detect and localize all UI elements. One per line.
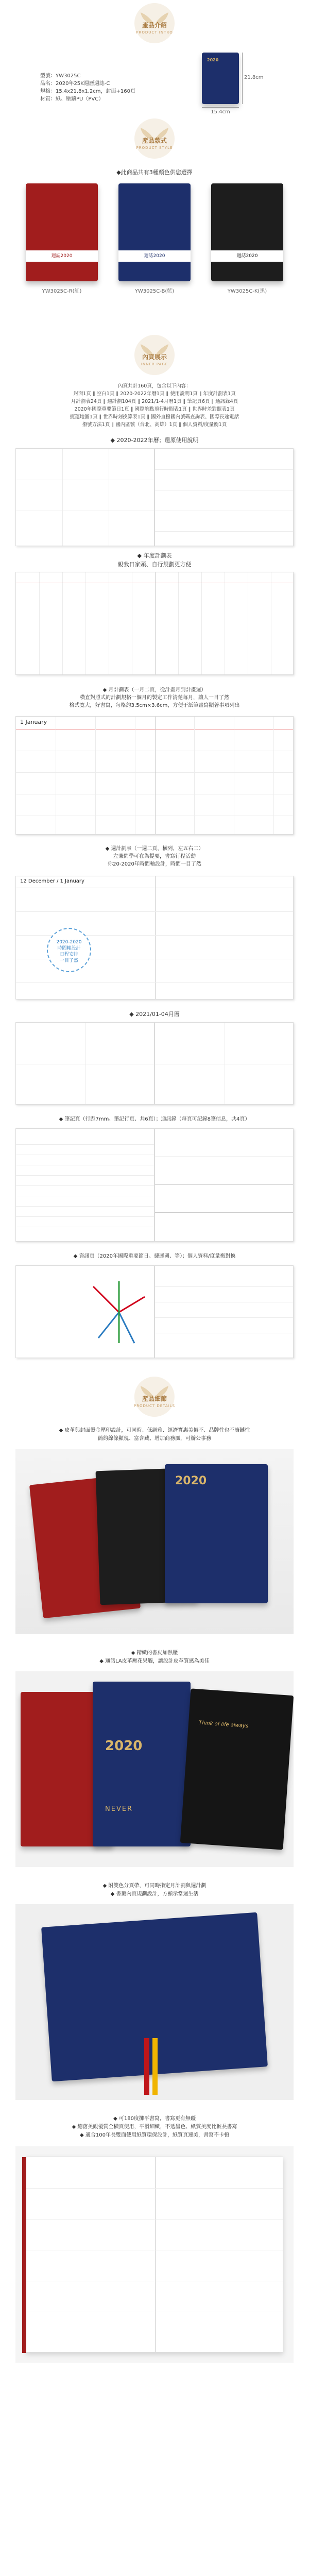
cover-gold-year: 2020 — [175, 1475, 207, 1487]
detail-point: ◆ 附雙色分頁帶，可同時指定月計劃與週計劃 — [102, 1883, 207, 1889]
timeline-badge: 2020-2020 時間軸設計 日程安排 一目了然 — [47, 928, 91, 972]
monthly-plan-page — [15, 716, 294, 835]
product-details-section — [0, 1377, 309, 2576]
detail-subpoint: 簡約線條顯現、富含藏、增加商務風，可辦公事務 — [98, 1436, 211, 1442]
cover-motto: Think of life always — [198, 1720, 249, 1730]
spec-row: 規格：15.4x21.8x1.2cm，封面+160頁 — [40, 89, 135, 94]
product-intro-header — [134, 3, 175, 35]
open-planner — [26, 2157, 283, 2352]
variant-code: YW3025C-R(紅) — [42, 289, 82, 294]
cover-blue — [118, 183, 191, 281]
cover-year: 2020 — [207, 58, 219, 62]
section-title: 產品介紹 — [142, 22, 167, 29]
notes-label: ◆ 筆記頁（行距7mm、筆記行頁、共6頁）；通訊錄（每頁可記錄8筆信息，共4頁） — [59, 1116, 250, 1122]
inner-description: 內頁共計160頁，包含以下內容： 封面1頁 ∥ 空白1頁 ∥ 2020-2022年曆1頁 ∥ 使用說明1頁 ∥ 年度計劃表1頁 月計劃表24頁 ∥ 週計劃104頁 ∥ 2021/1-4月曆1頁 ∥ 筆記頁6頁 ∥ 通訊錄4頁 2020年國際重要節日1頁 ∥ 國際航點飛行時間表1頁 ∥ 世界時差對照表1頁 捷運地圖1頁 ∥ 世界時刻換算表1頁 ∥ 國外直撥國內號碼查詢表、國際長途電話 撥號方法1頁 ∥ 國內區號（台北、高雄）1頁 ∥ 個人資料/度量衡1頁 — [70, 383, 239, 428]
product-details-header — [134, 1377, 175, 1408]
dim-height: 21.8cm — [244, 75, 264, 80]
spec-row: 材質：紙、壓鑄PU（PVC） — [40, 96, 104, 102]
detail-subpoint: ◆ 適合100年長雙面使用紙質環保設計，紙質頁連美，書寫不卡頓 — [80, 2132, 229, 2138]
width-dimension-line — [202, 107, 239, 108]
weekly-title: 12 December / 1 January — [20, 878, 84, 884]
cover-edge — [22, 2157, 26, 2353]
section-subtitle: INNER PAGE — [141, 362, 168, 366]
section-subtitle: PRODUCT DETAILS — [133, 1404, 176, 1408]
section-subtitle: PRODUCT INTRO — [136, 30, 173, 35]
address-book-page — [154, 1128, 294, 1242]
detail-point: ◆ 通話LA皮革壓花果觸，讓設計皮革質感為美佳 — [99, 1658, 210, 1664]
cover-band: 週誌2020 — [211, 250, 283, 262]
yearcal-label: ◆ 2020-2022年曆；還原使用說明 — [110, 437, 199, 444]
spec-list — [40, 72, 195, 103]
detail-photo-ribbons — [15, 1904, 294, 2100]
cover-gold-year: 2020 — [105, 1738, 143, 1754]
style-note: ◆此商品共有3種顏色供您選擇 — [116, 169, 193, 176]
yearplan-label: ◆ 年度計劃表 親我日家頭、自行規劃更方便 — [117, 552, 192, 568]
monthly-title: 1 January — [20, 719, 47, 725]
detail-photo-covers — [15, 1449, 294, 1634]
detail-photo-lay-flat — [15, 2146, 294, 2363]
detail-subpoint: ◆ 書籤內頁規劃設計，方顯示當週生活 — [110, 1891, 199, 1897]
inner-page-header — [134, 335, 175, 366]
cover-blue — [165, 1464, 268, 1603]
weekly-plan-page — [15, 876, 294, 999]
cover-band: 週誌2020 — [26, 250, 98, 262]
section-title: 產品款式 — [142, 137, 167, 144]
instructions-page — [154, 448, 294, 546]
spec-row: 型號：YW3025C — [40, 73, 81, 79]
weekly-label: ◆ 週計劃表（一週二頁，横列，左五右二） 左兼問學可在為提要，書寫行程活動 你20-2020年時間軸設計，時間一目了然 — [105, 846, 204, 867]
section-title: 內頁展示 — [142, 353, 167, 361]
product-intro-section — [0, 0, 309, 113]
metro-map-icon — [88, 1276, 150, 1348]
cover-red — [26, 183, 98, 281]
height-dimension-line — [242, 53, 243, 104]
notes-page — [15, 1128, 154, 1242]
cover-black — [180, 1688, 294, 1850]
detail-point: ◆ 皮革與封面燙金壓印設計，可同時、低調雅、經濟實惠美價不、品牌性也不廢鏈性 — [59, 1428, 250, 1433]
year-calendar-page — [15, 448, 154, 546]
personal-data-page — [154, 1265, 294, 1358]
section-title: 產品細節 — [142, 1395, 167, 1402]
cover-black — [211, 183, 283, 281]
variant-code: YW3025C-K(黑) — [227, 289, 267, 294]
month2021-page — [154, 1022, 294, 1105]
product-style-section — [0, 118, 309, 345]
month2021-label: ◆ 2021/01-04月曆 — [129, 1011, 180, 1018]
inner-page-section — [0, 335, 309, 1468]
detail-photo-embossing — [15, 1671, 294, 1867]
detail-subpoint: ◆ 總落美觀優質全橫頁使用，平滑細緻，不透墨色、紙質美度比較長書寫 — [72, 2124, 237, 2130]
dim-width: 15.4cm — [211, 109, 230, 115]
product-style-header — [134, 118, 175, 150]
ribbon-yellow — [152, 2038, 158, 2095]
cover-word: NEVER — [105, 1805, 133, 1813]
spec-row: 品名：2020年25K週曆週誌-C — [40, 81, 110, 87]
section-subtitle: PRODUCT STYLE — [136, 146, 173, 150]
extra-label: ◆ 資訊頁（2020年國際重要節日、捷運圖、等）；個人資料/度量衡對換 — [73, 1253, 236, 1259]
monthly-label: ◆ 月計劃表（一月二頁，從計畫月到計畫週） 橫直對照式的計劃規格一個月的製定工作清楚每月，讓人一目了然 格式寬大，好書寫，每格約3.5cm×3.6cm，方便于紙筆畫寫顯著事項列出 — [69, 687, 240, 708]
ribbon-red — [144, 2038, 149, 2095]
cover-band: 週誌2020 — [118, 250, 191, 262]
detail-point: ◆ 精緻的書皮加熱壓 — [131, 1650, 178, 1656]
product-cover-image — [202, 53, 239, 104]
month2021-page — [15, 1022, 154, 1105]
cover-blue — [93, 1682, 191, 1846]
info-page — [15, 1265, 154, 1358]
year-plan-page — [15, 572, 294, 675]
variant-code: YW3025C-B(藍) — [134, 289, 175, 294]
detail-point: ◆ 可180度攤平書寫，書寫更有無礙 — [113, 2116, 196, 2122]
